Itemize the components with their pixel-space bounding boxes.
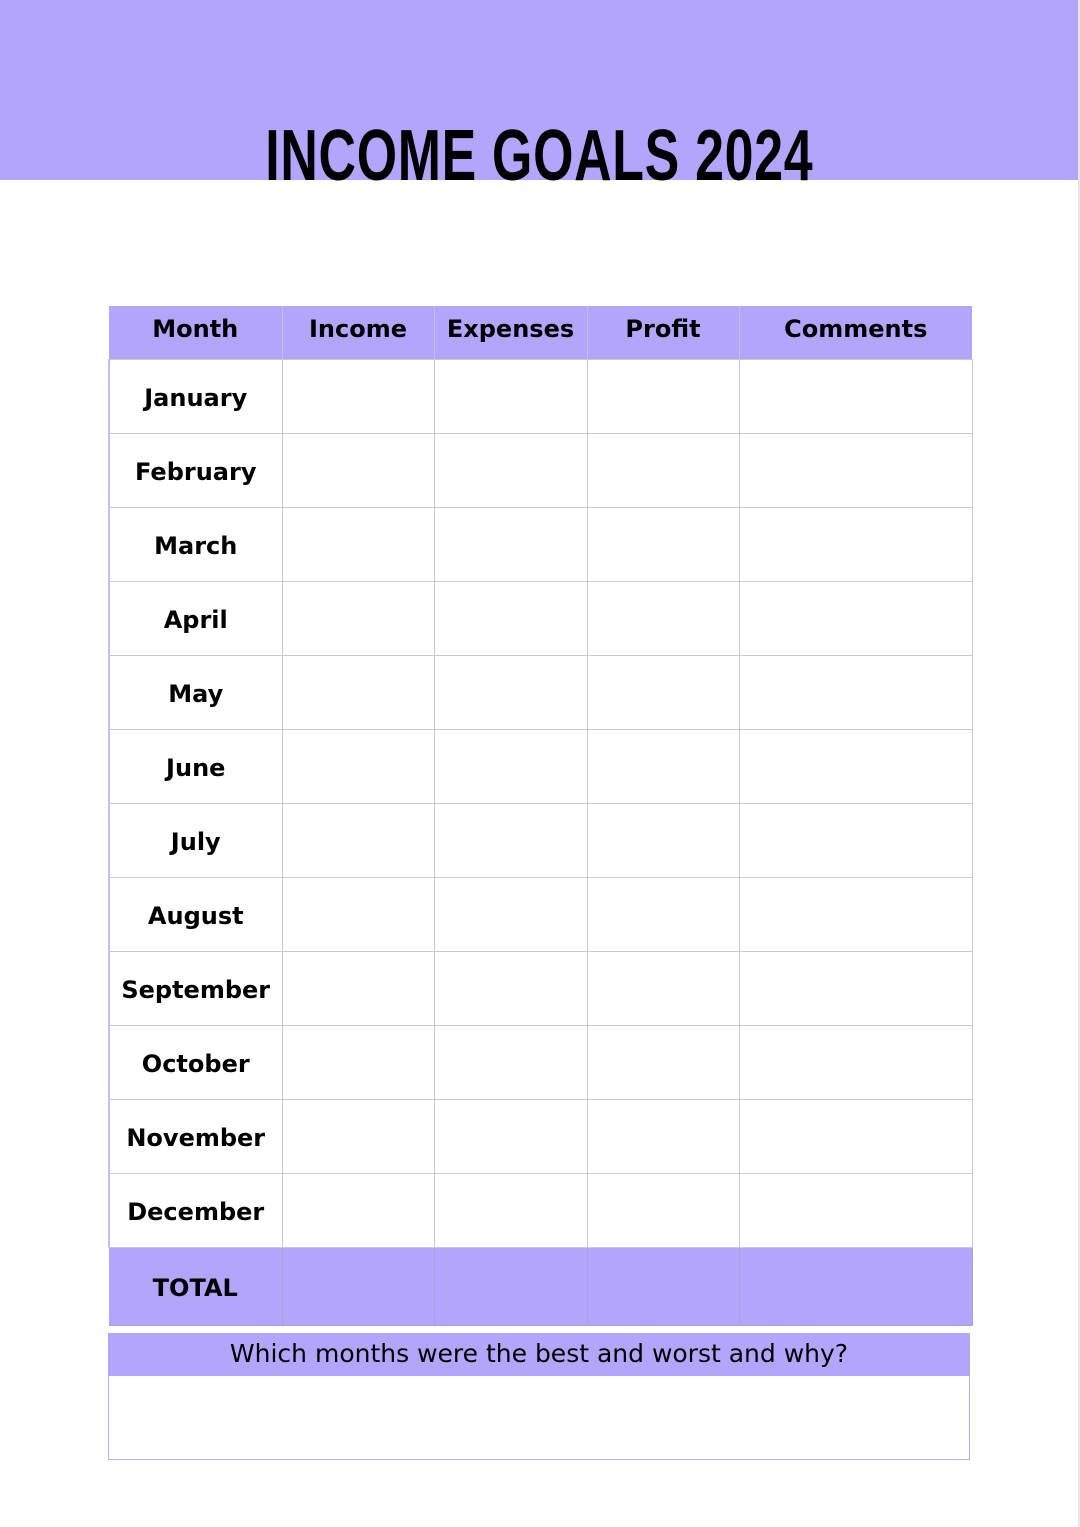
comments-cell[interactable] — [739, 433, 972, 507]
table-header-row — [109, 306, 972, 359]
month-label: September — [109, 951, 282, 1025]
income-cell[interactable] — [282, 1173, 434, 1247]
month-label: December — [109, 1173, 282, 1247]
comments-cell[interactable] — [739, 655, 972, 729]
income-cell[interactable] — [282, 951, 434, 1025]
comments-cell[interactable] — [739, 729, 972, 803]
income-cell[interactable] — [282, 507, 434, 581]
reflection-question: Which months were the best and worst and why? — [108, 1333, 970, 1376]
table-row — [109, 951, 972, 1025]
income-cell[interactable] — [282, 1025, 434, 1099]
month-label: August — [109, 877, 282, 951]
profit-cell[interactable] — [587, 655, 739, 729]
month-rows — [109, 359, 972, 1247]
total-row — [109, 1247, 972, 1325]
table-row — [109, 877, 972, 951]
comments-cell[interactable] — [739, 581, 972, 655]
header-month: Month — [109, 306, 282, 359]
header-profit: Profit — [587, 306, 739, 359]
income-cell[interactable] — [282, 1099, 434, 1173]
income-cell[interactable] — [282, 581, 434, 655]
profit-cell[interactable] — [587, 359, 739, 433]
expenses-cell[interactable] — [434, 1099, 587, 1173]
month-label: March — [109, 507, 282, 581]
total-profit-cell[interactable] — [587, 1247, 739, 1325]
header-income: Income — [282, 306, 434, 359]
comments-cell[interactable] — [739, 803, 972, 877]
expenses-cell[interactable] — [434, 1173, 587, 1247]
month-label: January — [109, 359, 282, 433]
income-cell[interactable] — [282, 877, 434, 951]
month-label: October — [109, 1025, 282, 1099]
total-income-cell[interactable] — [282, 1247, 434, 1325]
total-label: TOTAL — [109, 1247, 282, 1325]
comments-cell[interactable] — [739, 877, 972, 951]
profit-cell[interactable] — [587, 729, 739, 803]
profit-cell[interactable] — [587, 803, 739, 877]
table-row — [109, 803, 972, 877]
table-row — [109, 655, 972, 729]
profit-cell[interactable] — [587, 951, 739, 1025]
profit-cell[interactable] — [587, 1025, 739, 1099]
total-comments-cell[interactable] — [739, 1247, 972, 1325]
profit-cell[interactable] — [587, 1173, 739, 1247]
table-row — [109, 1025, 972, 1099]
expenses-cell[interactable] — [434, 877, 587, 951]
reflection-answer-box[interactable] — [108, 1376, 970, 1460]
income-goals-table — [108, 306, 973, 1326]
expenses-cell[interactable] — [434, 729, 587, 803]
income-cell[interactable] — [282, 729, 434, 803]
month-label: June — [109, 729, 282, 803]
income-cell[interactable] — [282, 359, 434, 433]
expenses-cell[interactable] — [434, 507, 587, 581]
profit-cell[interactable] — [587, 1099, 739, 1173]
expenses-cell[interactable] — [434, 581, 587, 655]
page-title: INCOME GOALS 2024 — [265, 116, 814, 197]
income-cell[interactable] — [282, 655, 434, 729]
income-cell[interactable] — [282, 803, 434, 877]
table-row — [109, 581, 972, 655]
comments-cell[interactable] — [739, 1099, 972, 1173]
month-label: July — [109, 803, 282, 877]
table-row — [109, 359, 972, 433]
table-row — [109, 729, 972, 803]
profit-cell[interactable] — [587, 507, 739, 581]
expenses-cell[interactable] — [434, 655, 587, 729]
comments-cell[interactable] — [739, 507, 972, 581]
table-row — [109, 433, 972, 507]
expenses-cell[interactable] — [434, 1025, 587, 1099]
header-expenses: Expenses — [434, 306, 587, 359]
expenses-cell[interactable] — [434, 359, 587, 433]
total-expenses-cell[interactable] — [434, 1247, 587, 1325]
profit-cell[interactable] — [587, 581, 739, 655]
month-label: November — [109, 1099, 282, 1173]
profit-cell[interactable] — [587, 877, 739, 951]
income-cell[interactable] — [282, 433, 434, 507]
table-row — [109, 1173, 972, 1247]
comments-cell[interactable] — [739, 1173, 972, 1247]
table-row — [109, 1099, 972, 1173]
expenses-cell[interactable] — [434, 433, 587, 507]
comments-cell[interactable] — [739, 359, 972, 433]
month-label: February — [109, 433, 282, 507]
month-label: May — [109, 655, 282, 729]
profit-cell[interactable] — [587, 433, 739, 507]
comments-cell[interactable] — [739, 1025, 972, 1099]
expenses-cell[interactable] — [434, 951, 587, 1025]
month-label: April — [109, 581, 282, 655]
comments-cell[interactable] — [739, 951, 972, 1025]
expenses-cell[interactable] — [434, 803, 587, 877]
table-row — [109, 507, 972, 581]
header-comments: Comments — [739, 306, 972, 359]
